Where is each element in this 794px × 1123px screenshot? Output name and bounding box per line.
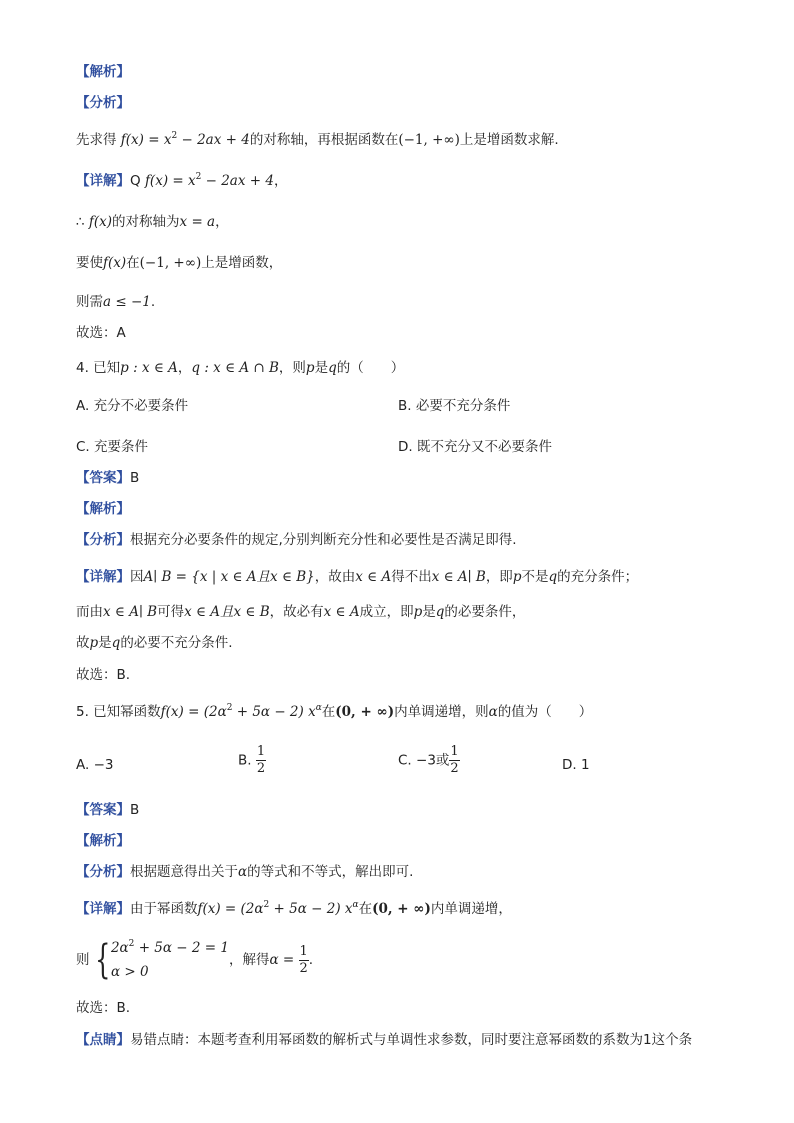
q5-option-c: C. −3或 $\frac{1}{2}$ [398, 744, 459, 776]
guxuan-a: 故选：A [76, 325, 126, 341]
xiangjie-line-2: ∴ f(x)的对称轴为x = a， [76, 214, 229, 230]
system-brace: { [94, 937, 110, 983]
q5-xiangjie-2: 则 { $2\alpha^2 + 5\alpha - 2 = 1$ α > 0 ，解得α = $\frac{1}{2}$ . [76, 937, 314, 983]
q4-option-a: A. 充分不必要条件 [76, 398, 189, 414]
q4-option-b: B. 必要不充分条件 [398, 398, 511, 414]
q4-xiangjie-1: 【详解】因A∣ B = {x | x ∈ A且x ∈ B}，故由x ∈ A得不出x ∈ A∣ B，即p不是q的充分条件； [76, 569, 639, 585]
q5-jiexi: 【解析】 [76, 833, 130, 849]
q4-xiangjie-3: 故p是q的必要不充分条件. [76, 635, 233, 651]
q4-fenxi: 【分析】根据充分必要条件的规定,分别判断充分性和必要性是否满足即得. [76, 532, 517, 548]
xiangjie-line-4: 则需a ≤ −1. [76, 294, 156, 310]
q5-xiangjie-1: 【详解】由于幂函数$f(x) = (2\alpha^2 + 5\alpha - 2)$ $x^\alpha$在(0, + ∞)内单调递增， [76, 899, 512, 917]
q5-guxuan: 故选：B. [76, 1000, 131, 1016]
q5-option-a: A. −3 [76, 757, 114, 773]
fenxi-line: 【分析】 [76, 95, 130, 111]
q4-jiexi: 【解析】 [76, 501, 130, 517]
jiexi-label: 【解析】 [76, 64, 130, 80]
xiangjie-line-1: 【详解】Q $f(x) = x^2 - 2ax + 4$， [76, 171, 288, 189]
fenxi-text: 先求得 $f(x) = x^2 - 2ax + 4$的对称轴，再根据函数在(−1, +∞)上是增函数求解. [76, 130, 559, 148]
q5-answer: 【答案】B [76, 802, 140, 818]
q4-guxuan: 故选：B. [76, 667, 131, 683]
q4-option-d: D. 既不充分又不必要条件 [398, 439, 552, 455]
q5-option-b: B. $\frac{1}{2}$ [238, 744, 266, 776]
q4-option-c: C. 充要条件 [76, 439, 149, 455]
q5-dianjing: 【点睛】易错点睛：本题考查利用幂函数的解析式与单调性求参数，同时要注意幂函数的系数为1这个条 [76, 1032, 693, 1048]
q4-stem: 4. 已知p : x ∈ A，q : x ∈ A ∩ B，则p是q的（ ） [76, 360, 405, 376]
q5-stem: 5. 已知幂函数$f(x) = (2\alpha^2 + 5\alpha - 2)$ $x^\alpha$在(0, + ∞)内单调递增，则α的值为（ ） [76, 702, 593, 720]
q4-answer: 【答案】B [76, 470, 140, 486]
xiangjie-line-3: 要使f(x)在(−1, +∞)上是增函数， [76, 255, 283, 271]
q5-fenxi: 【分析】根据题意得出关于α的等式和不等式，解出即可. [76, 864, 414, 880]
q4-xiangjie-2: 而由x ∈ A∣ B可得x ∈ A且x ∈ B，故必有x ∈ A成立，即p是q的必要条件， [76, 604, 526, 620]
q5-option-d: D. 1 [562, 757, 590, 773]
